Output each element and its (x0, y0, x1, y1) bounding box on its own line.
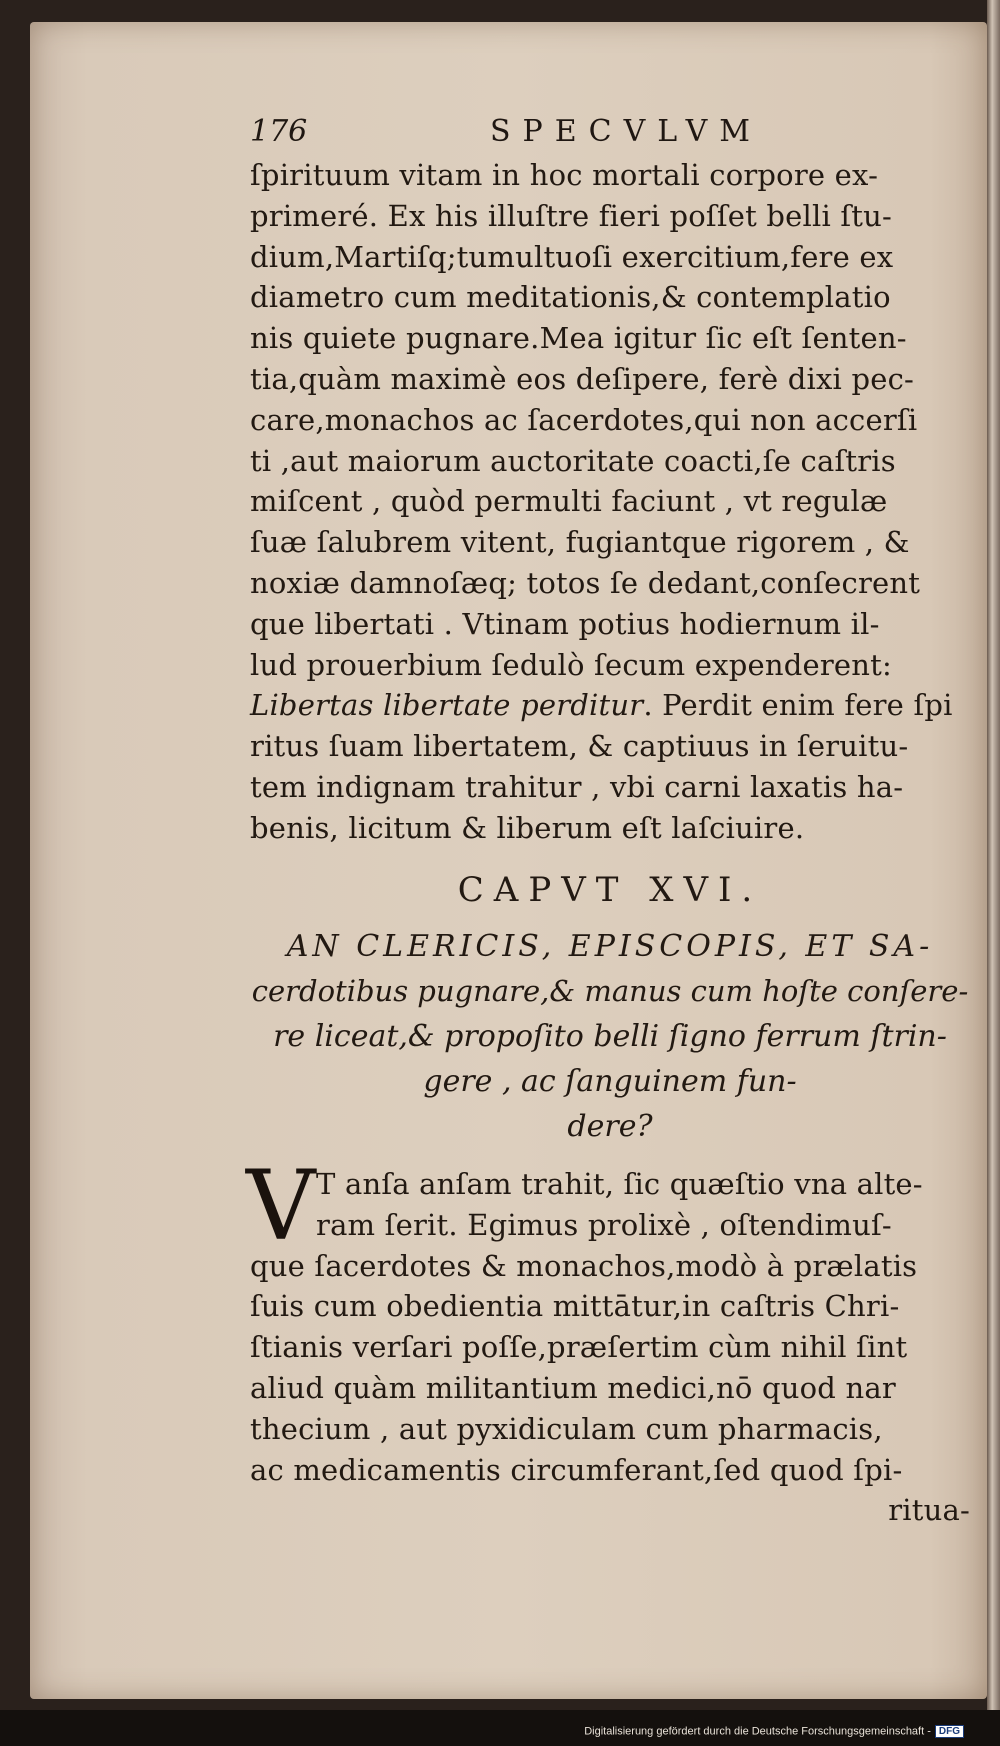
text-line: ſpirituum vitam in hoc mortali corpore ex- (250, 158, 879, 192)
subtitle-line: dere? (567, 1109, 653, 1144)
text-line: que libertati . Vtinam potius hodiernum il- (250, 606, 880, 641)
text-line: miſcent , quòd permulti faciunt , vt regulæ (250, 484, 888, 519)
subtitle-line: cerdotibus pugnare,& manus cum hoſte conſere- (251, 974, 969, 1008)
quoted-proverb: Libertas libertate perditur (250, 688, 644, 723)
scan-edge (987, 0, 1000, 1746)
text-line: ſuis cum obedientia mittātur,in caſtris Chri- (250, 1289, 900, 1324)
footer-bar (0, 1710, 1000, 1746)
chapter-heading: CAPVT XVI. (457, 870, 763, 910)
text-line: lud prouerbium ſedulò ſecum expenderent: (250, 647, 892, 682)
text-line: thecium , aut pyxidiculam cum pharmacis, (250, 1411, 883, 1446)
quote-line (250, 685, 970, 726)
drop-cap: V (246, 1150, 316, 1262)
text-line: dium,Martiſq;tumultuoſi exercitium,fere ex (250, 239, 894, 274)
text-line: tem indignam trahitur , vbi carni laxatis ha- (250, 769, 904, 804)
dfg-logo: DFG (935, 1725, 964, 1738)
running-title: SPECVLVM (490, 114, 763, 149)
subtitle-line: re liceat,& propoſito belli ſigno ferrum ſtrin- (273, 1019, 947, 1054)
text-line: nis quiete pugnare.Mea igitur ſic eſt ſenten- (250, 321, 907, 356)
text-line: que ſacerdotes & monachos,modò à prælatis (250, 1248, 918, 1283)
text-line: benis, licitum & liberum eſt laſciuire. (250, 810, 805, 845)
credit-text: Digitalisierung gefördert durch die Deutsche Forschungsgemeinschaft - (584, 1725, 931, 1738)
text-line: ſtianis verſari poſſe,præſertim cùm nihil ſint (250, 1330, 908, 1365)
running-head (250, 114, 970, 156)
paragraph-one (250, 155, 970, 849)
text-line: ram ſerit. Egimus prolixè , oſtendimuſ- (316, 1207, 892, 1242)
funding-credit (584, 1725, 964, 1738)
page-number: 176 (250, 114, 308, 149)
text-line: tia,quàm maximè eos deſipere, ferè dixi pec- (250, 361, 915, 396)
text-line: aliud quàm militantium medici,nō quod nar (250, 1370, 896, 1405)
text-line: noxiæ damnoſæq; totos ſe dedant,conſecrent (250, 565, 921, 600)
text-line: T anſa anſam trahit, ſic quæſtio vna alte- (316, 1167, 923, 1201)
subtitle-line: gere , ac ſanguinem fun- (423, 1064, 797, 1099)
quote-line-rest: . Perdit enim fere ſpi (643, 688, 953, 723)
text-line: ritus ſuam libertatem, & captiuus in ſeruitu- (250, 729, 909, 764)
text-line: ac medicamentis circumferant,ſed quod ſpi- (250, 1452, 903, 1487)
text-line: ſuæ ſalubrem vitent, fugiantque rigorem , & (250, 525, 910, 560)
text-line: care,monachos ac ſacerdotes,qui non accerſi (250, 402, 918, 437)
paragraph-two (246, 1150, 970, 1531)
subtitle-line: AN CLERICIS, EPISCOPIS, ET SA- (286, 929, 934, 964)
text-line: primeré. Ex his illuſtre fieri poſſet belli ſtu- (250, 198, 893, 233)
catchword: ritua- (888, 1493, 970, 1528)
chapter-subtitle (250, 924, 970, 1149)
text-line: diametro cum meditationis,& contemplatio (250, 280, 891, 315)
text-line: ti ,aut maiorum auctoritate coacti,ſe caſtris (250, 443, 896, 478)
